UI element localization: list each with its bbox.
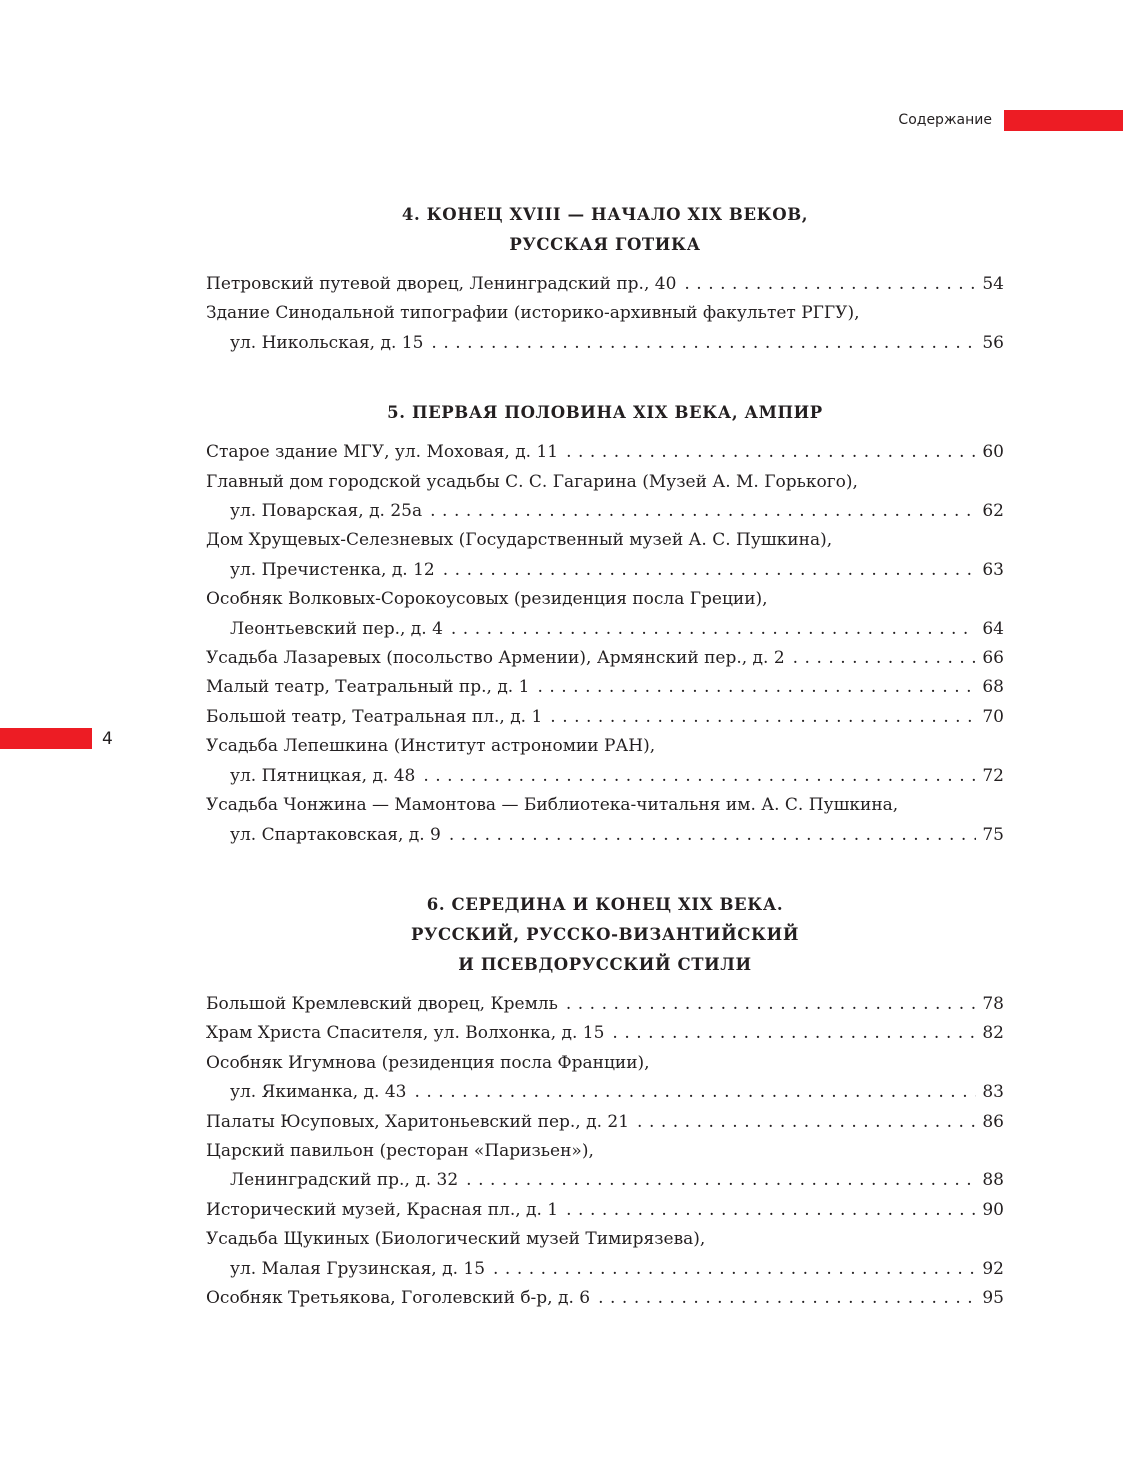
toc-entry-last-line (206, 703, 1004, 732)
toc-entry (206, 270, 1004, 299)
toc-entry-last-line (206, 1078, 1004, 1107)
section-title-line: РУССКИЙ, РУССКО-ВИЗАНТИЙСКИЙ (410, 924, 800, 944)
toc-entry-title-line: Главный дом городской усадьбы С. С. Гагарина (Музей А. М. Горького), (206, 471, 858, 492)
toc-entry (206, 1225, 1004, 1284)
section-title (206, 398, 1004, 428)
toc-entry-page-number: 63 (982, 559, 1004, 580)
toc-entry-title-line: ул. Малая Грузинская, д. 15 (230, 1258, 486, 1279)
dot-leader (466, 1166, 976, 1195)
dot-leader (493, 1255, 976, 1284)
toc-entry-title-line: Особняк Волковых-Сорокоусовых (резиденция посла Греции), (206, 589, 768, 610)
running-header: Содержание (898, 112, 992, 128)
dot-leader (637, 1108, 976, 1137)
toc-entry-page-number: 72 (982, 765, 1004, 786)
toc-entry (206, 1049, 1004, 1108)
section-title-line: 5. ПЕРВАЯ ПОЛОВИНА XIX ВЕКА, АМПИР (387, 403, 823, 423)
toc-entry-title-line: Исторический музей, Красная пл., д. 1 (206, 1199, 559, 1220)
toc-entry-page-number: 95 (982, 1287, 1004, 1308)
toc-entry-last-line (206, 673, 1004, 702)
toc-section (206, 398, 1004, 850)
toc-entry-list (206, 990, 1004, 1313)
toc-entry (206, 438, 1004, 467)
toc-entry-title-line: Палаты Юсуповых, Харитоньевский пер., д. 21 (206, 1111, 630, 1132)
dot-leader (423, 762, 976, 791)
toc-entry-last-line (206, 329, 1004, 358)
toc-entry-last-line (206, 1255, 1004, 1284)
dot-leader (550, 703, 976, 732)
toc-entry (206, 1019, 1004, 1048)
toc-entry-page-number: 82 (982, 1023, 1004, 1044)
toc-entry-last-line (206, 990, 1004, 1019)
toc-entry-list (206, 270, 1004, 358)
dot-leader (449, 821, 977, 850)
toc-entry-last-line (206, 556, 1004, 585)
header-accent-bar (1004, 110, 1123, 131)
toc-section (206, 890, 1004, 1313)
dot-leader (566, 438, 976, 467)
toc-entry-last-line (206, 270, 1004, 299)
toc-entry-page-number: 75 (982, 824, 1004, 845)
section-title (206, 890, 1004, 980)
toc-entry-last-line (206, 1284, 1004, 1313)
toc-entry-last-line (206, 644, 1004, 673)
toc-entry-title-line: Усадьба Лепешкина (Институт астрономии РАН), (206, 736, 656, 757)
toc-entry (206, 468, 1004, 527)
toc-entry-page-number: 86 (982, 1111, 1004, 1132)
toc-entry-page-number: 68 (982, 677, 1004, 698)
toc-entry-page-number: 54 (982, 274, 1004, 294)
dot-leader (684, 270, 976, 299)
page-number: 4 (102, 729, 113, 749)
toc-entry-page-number: 90 (982, 1199, 1004, 1220)
toc-entry-last-line (206, 615, 1004, 644)
toc-entry-list (206, 438, 1004, 850)
toc-entry (206, 1196, 1004, 1225)
toc-entry-title-line: Леонтьевский пер., д. 4 (230, 618, 443, 639)
toc-entry (206, 703, 1004, 732)
dot-leader (414, 1078, 976, 1107)
toc-entry (206, 585, 1004, 644)
toc-entry-last-line (206, 762, 1004, 791)
toc-entry-last-line (206, 1196, 1004, 1225)
toc-entry-title-line: Дом Хрущевых-Селезневых (Государственный музей А. С. Пушкина), (206, 530, 833, 551)
toc-entry-page-number: 83 (982, 1082, 1004, 1103)
section-title-line: И ПСЕВДОРУССКИЙ СТИЛИ (458, 954, 752, 974)
section-title-line: 6. СЕРЕДИНА И КОНЕЦ XIX ВЕКА. (426, 894, 784, 914)
toc-entry-last-line (206, 497, 1004, 526)
toc-entry-title-line: Особняк Игумнова (резиденция посла Франции), (206, 1052, 650, 1073)
toc-entry-title-line: Петровский путевой дворец, Ленинградский пр., 40 (206, 274, 677, 294)
dot-leader (451, 615, 976, 644)
toc-entry-title-line: ул. Никольская, д. 15 (230, 332, 424, 353)
toc-entry-page-number: 62 (982, 501, 1004, 522)
toc-entry-title-line: ул. Спартаковская, д. 9 (230, 824, 441, 845)
section-title (206, 200, 1004, 260)
dot-leader (431, 329, 976, 358)
toc-entry-title-line: Большой Кремлевский дворец, Кремль (206, 993, 558, 1014)
dot-leader (612, 1019, 976, 1048)
toc-entry-title-line: Малый театр, Театральный пр., д. 1 (206, 677, 530, 698)
toc-entry-title-line: ул. Пречистенка, д. 12 (230, 559, 435, 580)
dot-leader (443, 556, 977, 585)
dot-leader (566, 990, 977, 1019)
dot-leader (537, 673, 976, 702)
toc-entry-last-line (206, 1108, 1004, 1137)
toc-entry (206, 299, 1004, 358)
toc-entry-last-line (206, 1166, 1004, 1195)
dot-leader (566, 1196, 976, 1225)
toc-entry (206, 644, 1004, 673)
toc-entry-title-line: Усадьба Чонжина — Мамонтова — Библиотека-читальня им. А. С. Пушкина, (206, 795, 899, 816)
page-number-accent-bar (0, 728, 92, 749)
toc-entry-last-line (206, 821, 1004, 850)
toc-entry (206, 526, 1004, 585)
toc-entry-page-number: 60 (982, 442, 1004, 463)
toc-entry-title-line: Старое здание МГУ, ул. Моховая, д. 11 (206, 442, 559, 463)
table-of-contents (206, 200, 1004, 1353)
toc-entry (206, 791, 1004, 850)
toc-entry-page-number: 88 (982, 1170, 1004, 1191)
toc-entry-title-line: Большой театр, Театральная пл., д. 1 (206, 706, 543, 727)
toc-entry-page-number: 70 (982, 706, 1004, 727)
toc-entry-title-line: ул. Поварская, д. 25а (230, 501, 423, 522)
toc-entry-last-line (206, 1019, 1004, 1048)
dot-leader (793, 644, 977, 673)
toc-entry-title-line: Усадьба Лазаревых (посольство Армении), Армянский пер., д. 2 (206, 648, 785, 669)
toc-entry-page-number: 56 (982, 332, 1004, 353)
toc-entry-title-line: Ленинградский пр., д. 32 (230, 1170, 459, 1191)
toc-entry-page-number: 92 (982, 1258, 1004, 1279)
toc-entry-title-line: Особняк Третьякова, Гоголевский б-р, д. 6 (206, 1287, 591, 1308)
toc-entry-page-number: 64 (982, 618, 1004, 639)
dot-leader (598, 1284, 976, 1313)
toc-entry-title-line: ул. Якиманка, д. 43 (230, 1082, 407, 1103)
toc-entry (206, 673, 1004, 702)
dot-leader (430, 497, 976, 526)
toc-entry-title-line: Усадьба Щукиных (Биологический музей Тимирязева), (206, 1229, 706, 1250)
toc-entry-title-line: Храм Христа Спасителя, ул. Волхонка, д. 15 (206, 1023, 605, 1044)
toc-entry (206, 1284, 1004, 1313)
toc-entry-title-line: ул. Пятницкая, д. 48 (230, 765, 416, 786)
toc-entry (206, 990, 1004, 1019)
section-title-line: 4. КОНЕЦ XVIII — НАЧАЛО XIX ВЕКОВ, (401, 205, 809, 224)
toc-section (206, 200, 1004, 358)
section-title-line: РУССКАЯ ГОТИКА (509, 235, 701, 254)
toc-entry-title-line: Здание Синодальной типографии (историко-архивный факультет РГГУ), (206, 303, 860, 324)
toc-entry (206, 1108, 1004, 1137)
toc-entry-title-line: Царский павильон (ресторан «Паризьен»), (206, 1140, 594, 1161)
toc-entry (206, 732, 1004, 791)
toc-entry-page-number: 66 (982, 648, 1004, 669)
toc-entry (206, 1137, 1004, 1196)
toc-entry-last-line (206, 438, 1004, 467)
toc-entry-page-number: 78 (982, 993, 1004, 1014)
